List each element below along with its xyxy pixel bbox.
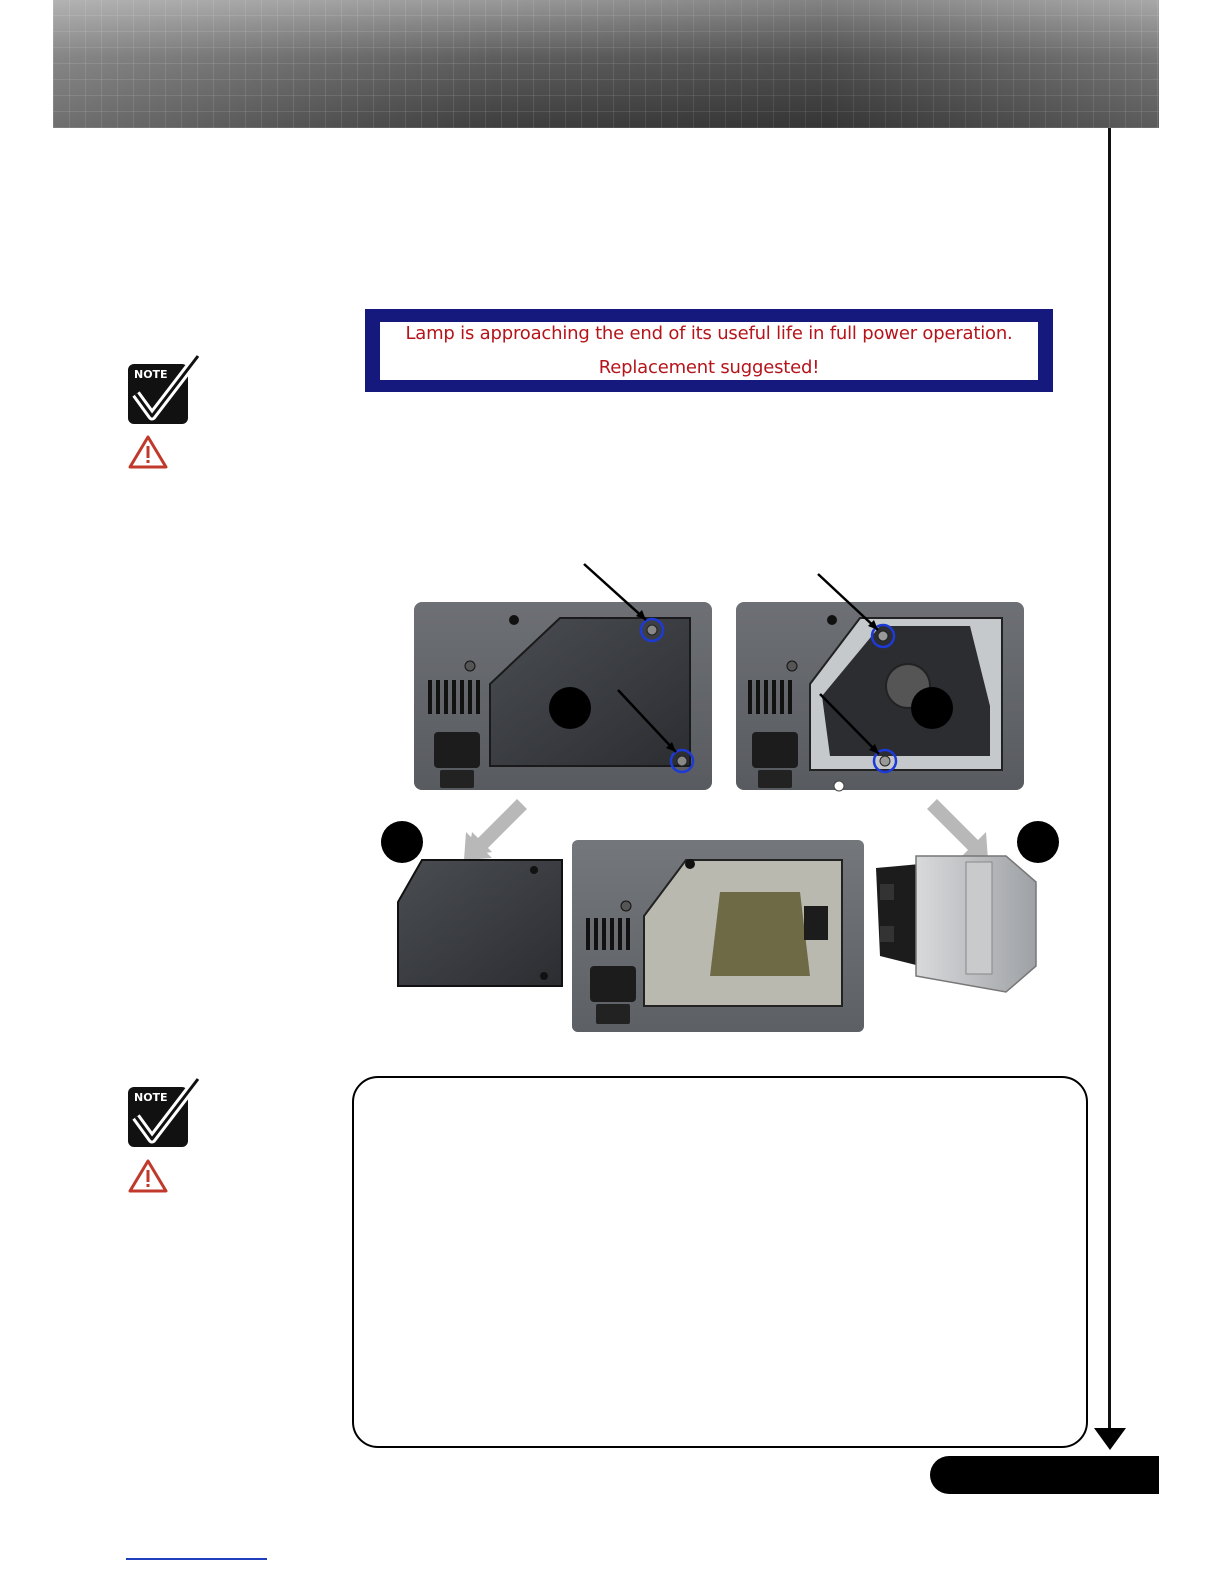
lamp-replacement-figure — [360, 556, 1070, 1046]
page-number-tab — [930, 1456, 1159, 1494]
note-label: NOTE — [134, 368, 168, 381]
lamp-module — [876, 856, 1036, 992]
removed-cover — [398, 860, 562, 986]
note-check-icon-2 — [126, 1077, 200, 1149]
step-badge-4 — [1017, 821, 1059, 863]
lamp-warning-line-2: Replacement suggested! — [598, 357, 820, 378]
continue-arrow-icon — [1094, 1428, 1126, 1450]
projector-lamp-exposed — [736, 574, 1024, 791]
projector-with-cover — [414, 564, 712, 790]
warning-triangle-icon-2 — [127, 1158, 169, 1194]
lamp-warning-message — [365, 309, 1053, 392]
header-banner — [53, 0, 1159, 128]
notice-box — [352, 1076, 1088, 1448]
projector-lamp-bay — [572, 840, 864, 1032]
lamp-warning-line-1: Lamp is approaching the end of its useful life in full power operation. — [405, 323, 1013, 344]
footer-link-underline — [126, 1558, 267, 1560]
note-label-2: NOTE — [134, 1091, 168, 1104]
note-check-icon — [126, 354, 200, 426]
step-badge-1 — [381, 821, 423, 863]
page-margin-rule — [1108, 128, 1111, 1430]
warning-triangle-icon — [127, 434, 169, 470]
